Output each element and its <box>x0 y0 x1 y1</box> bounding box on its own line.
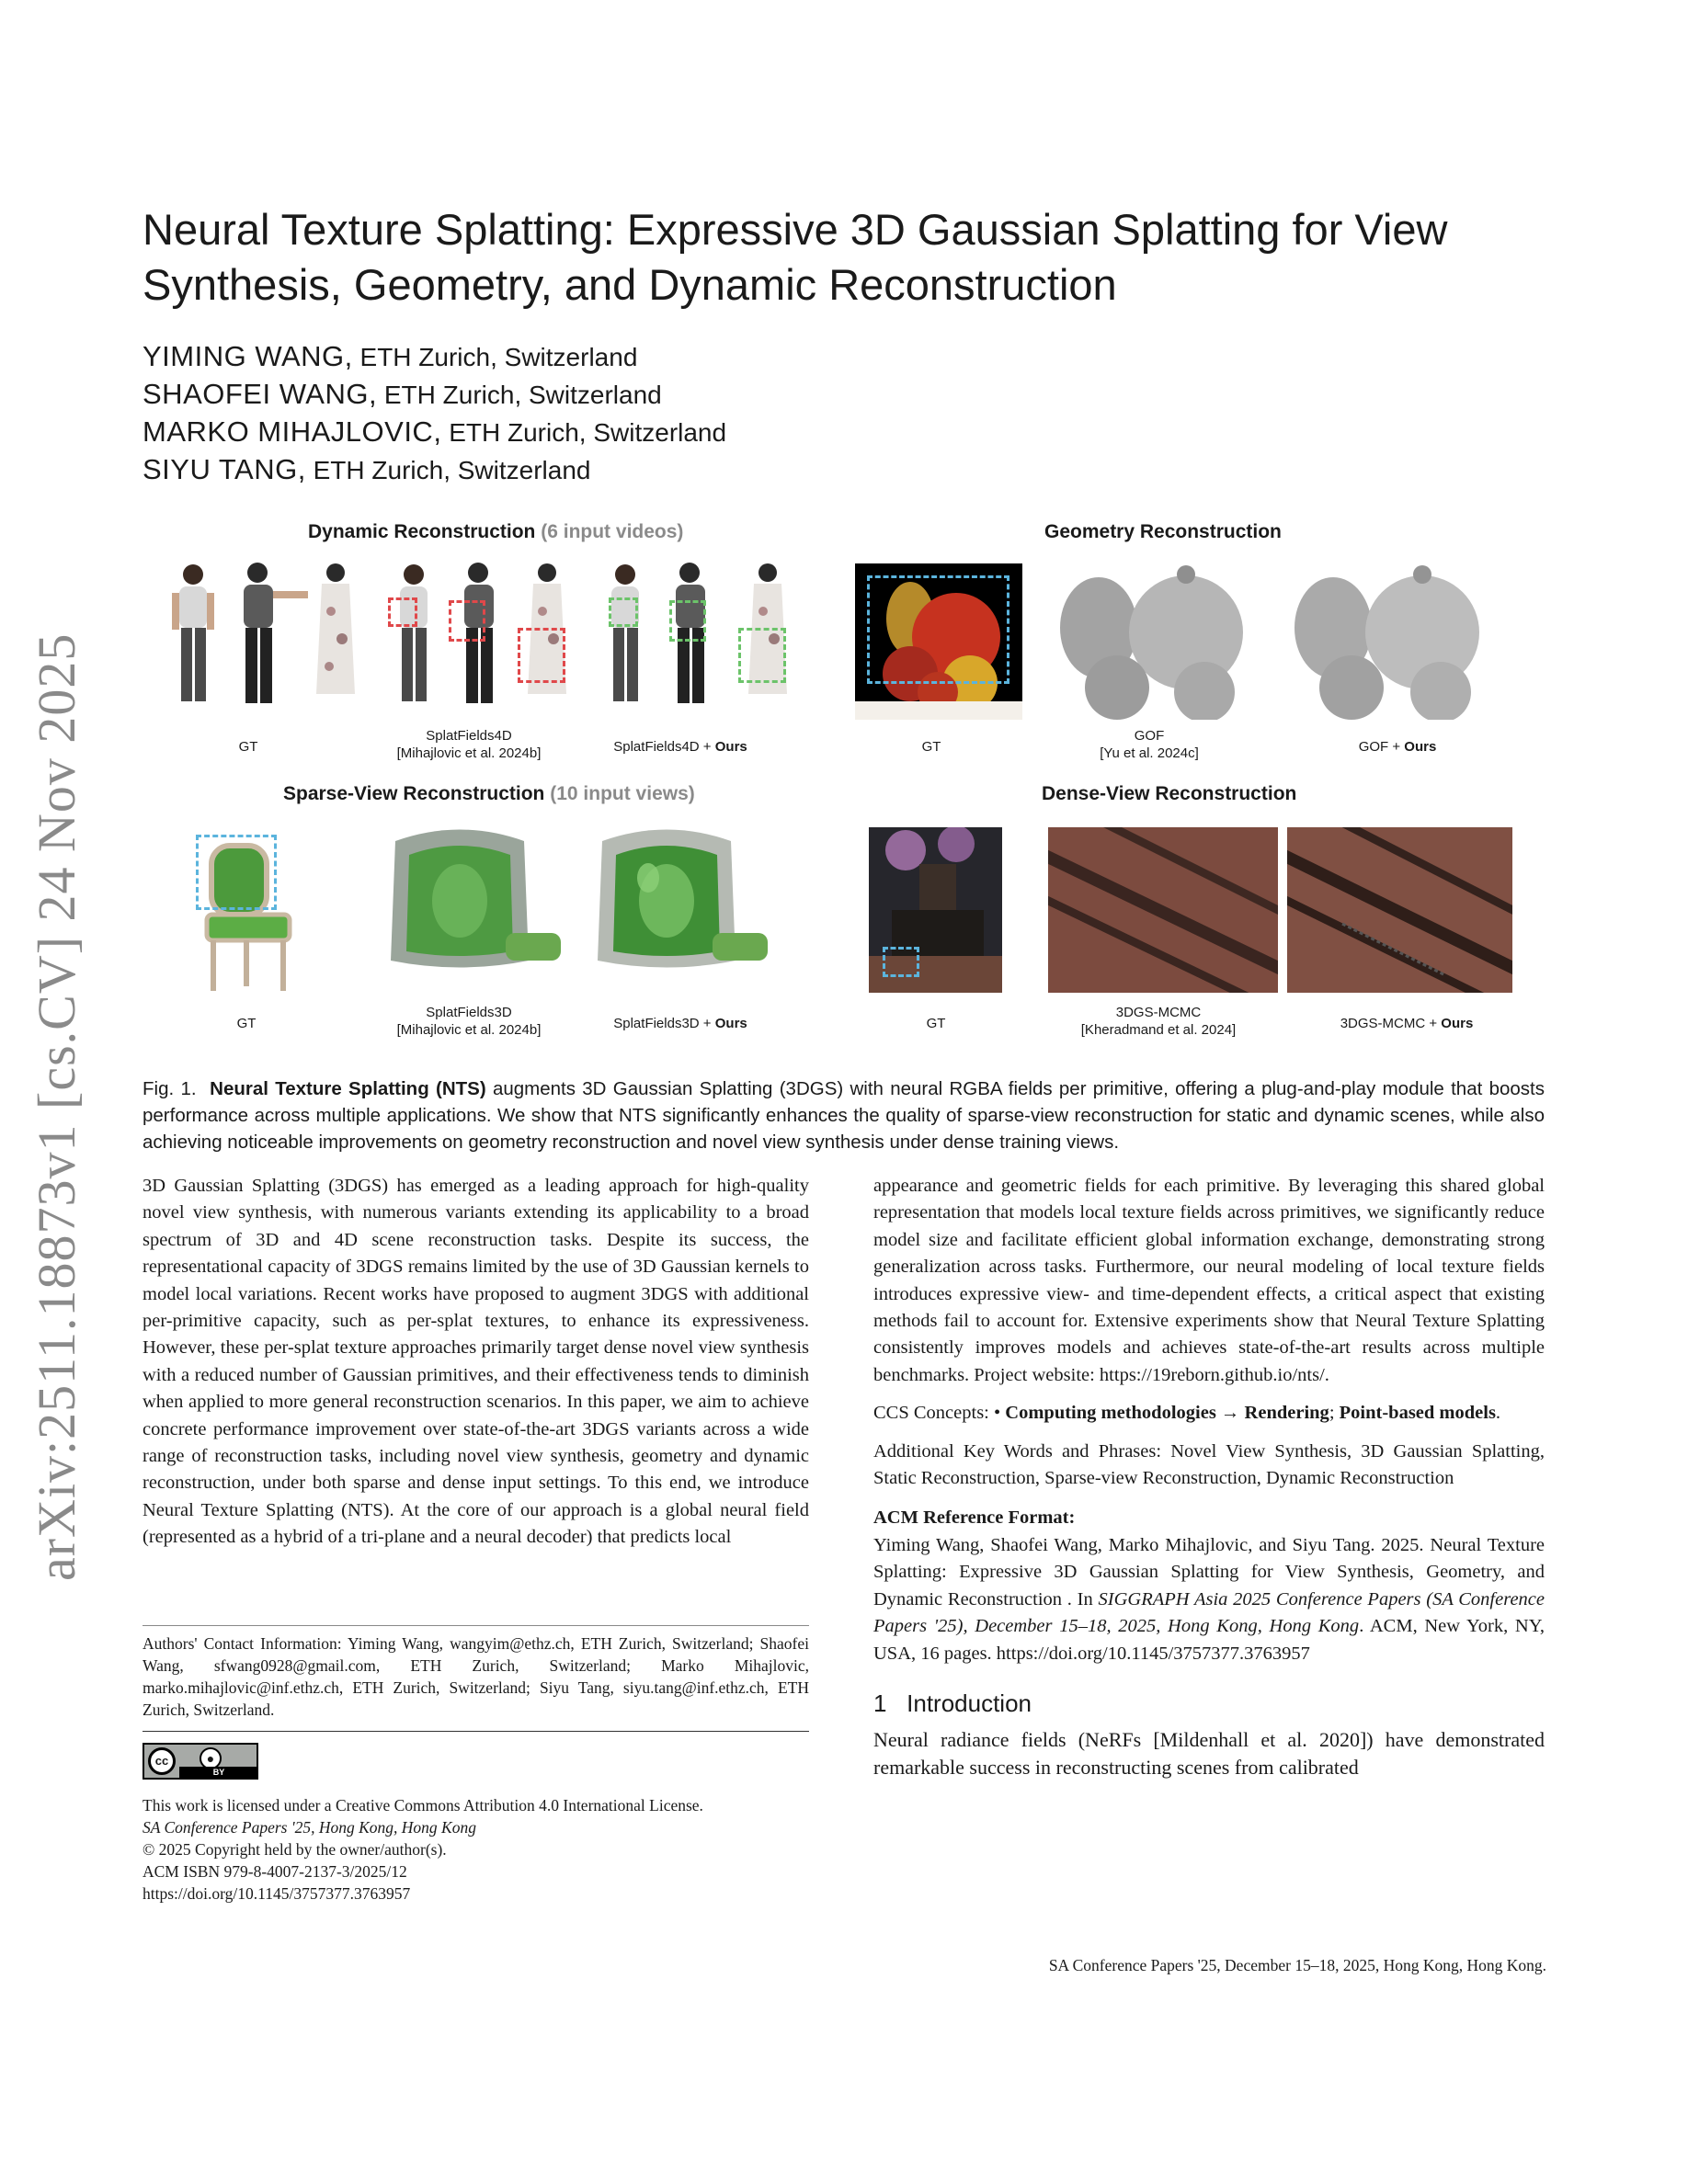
intro-text: Neural radiance fields (NeRFs [Mildenhall et al. 2020]) have demonstrated remarkable success in reconstructing scenes from calibrated <box>873 1727 1545 1779</box>
sparse-heading: Sparse-View Reconstruction (10 input views) <box>283 783 695 804</box>
person-icon: ● <box>200 1747 222 1769</box>
cc-icon: cc <box>148 1747 176 1775</box>
author-line <box>143 378 662 411</box>
caption-gt: GT <box>921 739 941 755</box>
section-heading-introduction: 1 Introduction <box>873 1689 1032 1717</box>
dense-heading: Dense-View Reconstruction <box>1042 783 1297 804</box>
license-venue: SA Conference Papers '25, Hong Kong, Hong Kong <box>143 1818 476 1837</box>
caption-ours: GOF + Ours <box>1358 739 1437 755</box>
dynamic-image-row <box>152 556 837 722</box>
abstract-left <box>143 1173 809 1552</box>
zoom-box-blue <box>867 575 1009 684</box>
mcmc-ours-crop-image <box>1287 827 1512 993</box>
caption-method: 3DGS-MCMC [Kheradmand et al. 2024] <box>1080 1005 1237 1038</box>
caption-method: GOF [Yu et al. 2024c] <box>1100 728 1199 761</box>
author-affiliation: ETH Zurich, Switzerland <box>377 381 662 409</box>
cc-by-license-badge <box>143 1743 258 1780</box>
keywords: Additional Key Words and Phrases: Novel View Synthesis, 3D Gaussian Splatting, Static Reconstruction, Sparse-view Reconstruction, Dynamic Reconstruction <box>873 1440 1545 1489</box>
caption-gt: GT <box>926 1016 946 1031</box>
copyright: © 2025 Copyright held by the owner/author(s). <box>143 1840 447 1859</box>
splatfields3d-image <box>368 823 561 993</box>
acm-ref-heading: ACM Reference Format: <box>873 1507 1076 1529</box>
author-line <box>143 453 590 486</box>
author-name: SIYU TANG, <box>143 453 306 485</box>
doi-link[interactable]: https://doi.org/10.1145/3757377.3763957 <box>143 1884 411 1903</box>
caption-gt: GT <box>238 739 258 755</box>
paper-title: Neural Texture Splatting: Expressive 3D Gaussian Splatting for View Synthesis, Geometry, and Dynamic Reconstruction <box>143 205 1448 309</box>
gof-ours-geometry-image <box>1283 563 1503 720</box>
zoom-box-green <box>669 600 706 642</box>
author-name: MARKO MIHAJLOVIC, <box>143 415 442 448</box>
abstract-right <box>873 1173 1545 1781</box>
zoom-box-green <box>609 597 638 627</box>
author-name: SHAOFEI WANG, <box>143 378 378 410</box>
zoom-box-blue <box>883 947 919 977</box>
caption-gt: GT <box>236 1016 257 1031</box>
author-affiliation: ETH Zurich, Switzerland <box>352 343 638 371</box>
author-affiliation: ETH Zurich, Switzerland <box>441 418 727 447</box>
license-line: This work is licensed under a Creative Commons Attribution 4.0 International License. <box>143 1796 703 1814</box>
author-contact: Authors' Contact Information: Yiming Wang, wangyim@ethz.ch, ETH Zurich, Switzerland; Shaofei Wang, sfwang0928@gmail.com, ETH Zurich, Switzerland; Marko Mihajlovic, marko.mihajlovic@inf.ethz.ch, ETH Zurich, Switzerland; Siyu Tang, siyu.tang@inf.ethz.ch, ETH Zurich, Switzerland. <box>143 1634 809 1719</box>
geometry-heading: Geometry Reconstruction <box>1044 521 1282 542</box>
caption-ours: SplatFields4D + Ours <box>613 739 747 755</box>
author-affiliation: ETH Zurich, Switzerland <box>305 456 591 484</box>
zoom-box-red <box>518 628 565 683</box>
caption-method: SplatFields4D [Mihajlovic et al. 2024b] <box>396 728 542 761</box>
caption-method: SplatFields3D [Mihajlovic et al. 2024b] <box>396 1005 542 1038</box>
author-line <box>143 415 726 449</box>
divider <box>143 1731 809 1732</box>
running-footer: SA Conference Papers '25, December 15–18, 2025, Hong Kong, Hong Kong. <box>1048 1956 1546 1974</box>
figure-caption: Fig. 1. Neural Texture Splatting (NTS) augments 3D Gaussian Splatting (3DGS) with neural RGBA fields per primitive, offering a plug-and-play module that boosts performance across multiple applications. We show that NTS significantly enhances the quality of sparse-view reconstruction for static and dynamic scenes, while also achieving noticeable improvements on geometry reconstruction and novel view synthesis under dense training views. <box>143 1078 1545 1153</box>
by-label: BY <box>179 1767 258 1778</box>
zoom-box-red <box>388 597 417 627</box>
license-block <box>143 1794 818 1905</box>
zoom-box-green <box>738 628 786 683</box>
zoom-box-blue <box>196 835 277 910</box>
mcmc-crop-image <box>1048 827 1278 993</box>
acm-isbn: ACM ISBN 979-8-4007-2137-3/2025/12 <box>143 1862 407 1881</box>
dynamic-heading: Dynamic Reconstruction (6 input videos) <box>308 521 684 542</box>
abstract-text: 3D Gaussian Splatting (3DGS) has emerged as a leading approach for high-quality novel view synthesis, with numerous variants extending its applicability to a broad spectrum of 3D and 4D scene reconstruction tasks. Despite its success, the representational capacity of 3DGS remains limited by the use of 3D Gaussian kernels to model local variations. Recent works have proposed to augment 3DGS with additional per-primitive capacity, such as per-splat textures, to enhance its expressiveness. However, these per-splat texture approaches primarily target dense novel view synthesis with a reduced number of Gaussian primitives, and their effectiveness tends to diminish when applied to more general reconstruction scenarios. In this paper, we aim to achieve concrete performance improvement over state-of-the-art 3DGS variants across a wide range of reconstruction tasks, including novel view synthesis, geometry and dynamic reconstruction, under both sparse and dense input settings. To this end, we introduce Neural Texture Splatting (NTS). At the core of our approach is a global neural field (represented as a hybrid of a tri-plane and a neural decoder) that predicts local <box>143 1176 809 1548</box>
zoom-box-red <box>449 600 485 642</box>
arxiv-stamp: arXiv:2511.18873v1 [cs.CV] 24 Nov 2025 <box>27 632 86 1581</box>
caption-ours: 3DGS-MCMC + Ours <box>1340 1016 1474 1031</box>
author-name: YIMING WANG, <box>143 340 353 372</box>
abstract-text: appearance and geometric fields for each primitive. By leveraging this shared global representation that models local texture fields across primitives, we significantly reduce model size and facilitate efficient global information exchange, demonstrating strong generalization across tasks. Furthermore, our neural modeling of local texture fields introduces expressive view- and time-dependent effects, a critical aspect that existing methods fail to account for. Extensive experiments show that Neural Texture Splatting consistently improves models and achieves state-of-the-art results across multiple benchmarks. Project website: https://19reborn.github.io/nts/. <box>873 1176 1545 1385</box>
splatfields3d-ours-image <box>575 823 768 993</box>
acm-reference: Yiming Wang, Shaofei Wang, Marko Mihajlovic, and Siyu Tang. 2025. Neural Texture Splatting: Expressive 3D Gaussian Splatting for View Synthesis, Geometry, and Dynamic Reconstruction . In SIGGRAPH Asia 2025 Conference Papers (SA Conference Papers '25), December 15–18, 2025, Hong Kong, Hong Kong. ACM, New York, NY, USA, 16 pages. https://doi.org/10.1145/3757377.3763957 <box>873 1534 1545 1664</box>
gof-geometry-image <box>1048 563 1264 720</box>
author-line <box>143 340 637 373</box>
caption-ours: SplatFields3D + Ours <box>613 1016 747 1031</box>
ccs-concepts: CCS Concepts: • Computing methodologies → Rendering; Point-based models. <box>873 1403 1501 1424</box>
divider <box>143 1625 809 1626</box>
